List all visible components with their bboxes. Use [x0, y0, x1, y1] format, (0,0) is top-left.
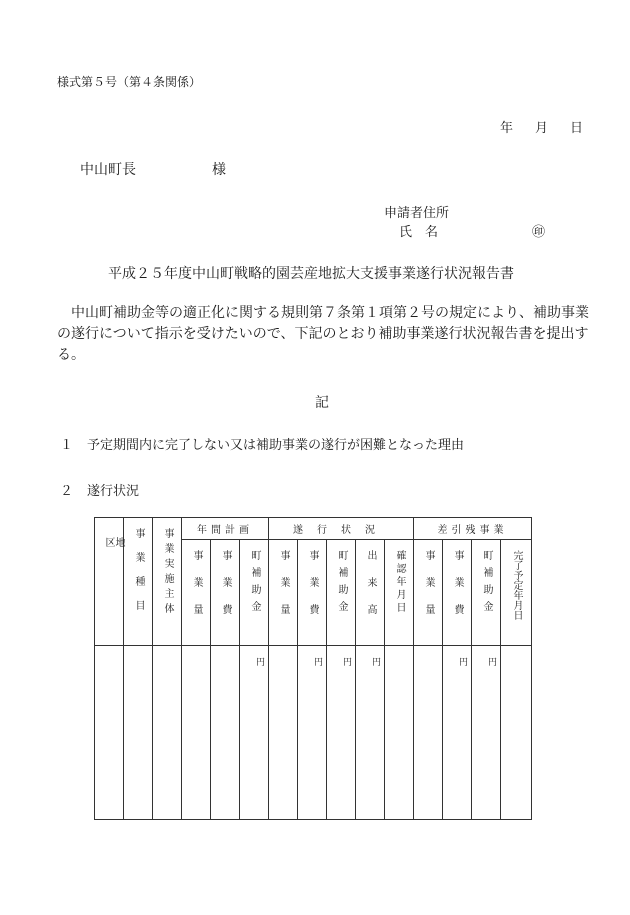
cell-remaining-completion-date[interactable] [501, 646, 532, 820]
header-remaining-volume [414, 540, 443, 646]
cell-progress-confirm-date[interactable] [385, 646, 414, 820]
header-plan-subsidy [240, 540, 269, 646]
header-jigyo-shutai [153, 518, 182, 646]
header-progress-volume [269, 540, 298, 646]
date-line [500, 117, 583, 136]
status-table [94, 517, 532, 820]
header-progress-output-text: 出来高 [365, 550, 376, 631]
header-plan-volume-text: 事業量 [191, 550, 202, 631]
seal-mark: ㊞ [532, 225, 546, 240]
header-plan-cost-text: 事業費 [220, 550, 231, 631]
header-group-remaining: 差引残事業 [414, 518, 532, 540]
cell-chiku[interactable] [95, 646, 124, 820]
item-1 [60, 434, 464, 453]
date-year: 年 [499, 121, 513, 136]
header-remaining-completion-date [501, 540, 532, 646]
header-progress-subsidy [327, 540, 356, 646]
applicant-address-label: 申請者住所 [384, 206, 450, 221]
yen-unit: 円 [342, 658, 352, 668]
cell-jigyo-shutai[interactable] [153, 646, 182, 820]
date-day: 日 [569, 121, 583, 136]
cell-progress-output[interactable] [356, 646, 385, 820]
header-plan-subsidy-text: 町補助金 [249, 550, 260, 618]
header-chiku-text: 地区 [103, 537, 124, 619]
cell-remaining-subsidy[interactable] [472, 646, 501, 820]
item-2-text: 遂行状況 [87, 484, 140, 499]
item-1-number: １ [60, 438, 74, 453]
header-remaining-subsidy [472, 540, 501, 646]
item-2 [60, 480, 139, 499]
cell-progress-volume[interactable] [269, 646, 298, 820]
cell-remaining-cost[interactable] [443, 646, 472, 820]
header-progress-output [356, 540, 385, 646]
yen-unit: 円 [371, 658, 381, 668]
header-jigyo-shumoku-text: 事業種目 [133, 528, 144, 624]
body-paragraph: 中山町補助金等の適正化に関する規則第７条第１項第２号の規定により、補助事業の遂行について指示を受けたいので、下記のとおり補助事業遂行状況報告書を提出する。 [57, 305, 589, 363]
cell-plan-cost[interactable] [211, 646, 240, 820]
cell-progress-subsidy[interactable] [327, 646, 356, 820]
header-jigyo-shumoku [124, 518, 153, 646]
header-progress-confirm-date [385, 540, 414, 646]
header-remaining-subsidy-text: 町補助金 [481, 550, 493, 618]
addressee [80, 159, 226, 179]
yen-unit: 円 [488, 658, 498, 668]
header-progress-subsidy-text: 町補助金 [336, 550, 347, 618]
cell-jigyo-shumoku[interactable] [124, 646, 153, 820]
header-group-progress: 遂行状況 [269, 518, 414, 540]
yen-unit: 円 [459, 658, 469, 668]
cell-remaining-volume[interactable] [414, 646, 443, 820]
header-remaining-volume-text: 事業量 [423, 550, 435, 631]
header-chiku [95, 518, 124, 646]
applicant-name-label: 氏 名 [399, 225, 439, 240]
yen-unit: 円 [313, 658, 323, 668]
table-row [95, 646, 532, 820]
ki-heading: 記 [315, 395, 329, 411]
item-2-number: ２ [60, 484, 74, 499]
header-progress-cost [298, 540, 327, 646]
header-remaining-completion-date-text: 完了予定年月日 [511, 550, 523, 620]
header-progress-volume-text: 事業量 [278, 550, 289, 631]
document-title: 平成２５年度中山町戦略的園芸産地拡大支援事業遂行状況報告書 [108, 266, 514, 282]
header-jigyo-shutai-text: 事業実施主体 [162, 528, 173, 618]
form-number: 様式第５号（第４条関係） [57, 75, 202, 89]
cell-plan-volume[interactable] [182, 646, 211, 820]
header-progress-confirm-date-text: 確認年月日 [394, 550, 406, 615]
date-month: 月 [534, 121, 548, 136]
addressee-sama: 様 [212, 162, 226, 178]
item-1-text: 予定期間内に完了しない又は補助事業の遂行が困難となった理由 [87, 438, 465, 453]
yen-unit: 円 [255, 658, 265, 668]
cell-progress-cost[interactable] [298, 646, 327, 820]
header-plan-cost [211, 540, 240, 646]
header-remaining-cost [443, 540, 472, 646]
header-remaining-cost-text: 事業費 [452, 550, 464, 631]
header-group-plan: 年間計画 [182, 518, 269, 540]
header-plan-volume [182, 540, 211, 646]
header-progress-cost-text: 事業費 [307, 550, 318, 631]
addressee-name: 中山町長 [80, 162, 136, 178]
cell-plan-subsidy[interactable] [240, 646, 269, 820]
